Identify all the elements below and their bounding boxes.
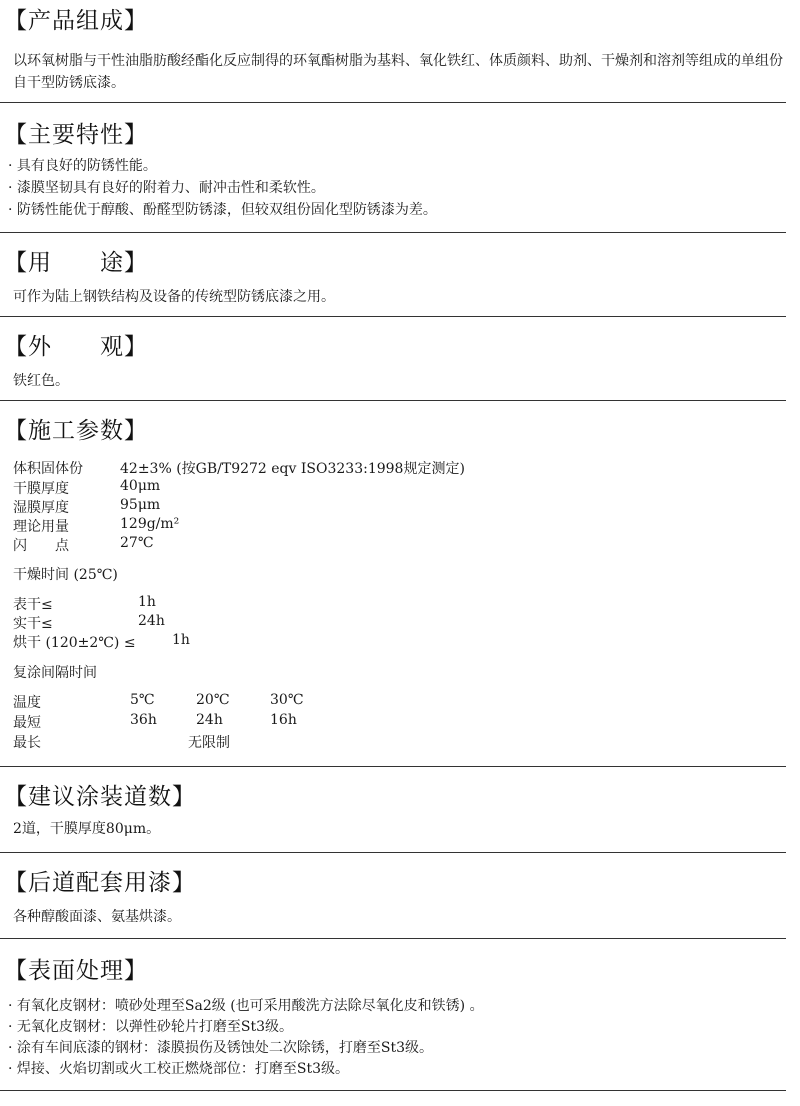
- surface-item: · 涂有车间底漆的钢材：漆膜损伤及锈蚀处二次除锈，打磨至St3级。: [8, 1040, 434, 1056]
- dry-label: 表干≤: [13, 597, 53, 613]
- surface-item: · 焊接、火焰切割或火工校正燃烧部位：打磨至St3级。: [8, 1061, 350, 1077]
- recoat-header-label: 温度: [13, 695, 41, 711]
- feature-item: · 漆膜坚韧具有良好的附着力、耐冲击性和柔软性。: [8, 180, 325, 196]
- surface-item: · 有氧化皮钢材：喷砂处理至Sa2级 (也可采用酸洗方法除尽氧化皮和铁锈) 。: [8, 998, 484, 1014]
- divider: [0, 400, 786, 401]
- param-label: 理论用量: [13, 519, 69, 535]
- coats-text: 2道，干膜厚度80μm。: [13, 821, 161, 837]
- divider: [0, 938, 786, 939]
- heading-surface: 【表面处理】: [4, 958, 148, 984]
- heading-coats: 【建议涂装道数】: [4, 784, 196, 810]
- heading-composition: 【产品组成】: [4, 8, 148, 34]
- dry-value: 1h: [172, 632, 190, 648]
- usage-text: 可作为陆上钢铁结构及设备的传统型防锈底漆之用。: [13, 289, 335, 305]
- param-value: 40μm: [120, 478, 161, 494]
- surface-item: · 无氧化皮钢材：以弹性砂轮片打磨至St3级。: [8, 1019, 294, 1035]
- topcoat-text: 各种醇酸面漆、氨基烘漆。: [13, 909, 181, 925]
- param-value: 42±3% (按GB/T9272 eqv ISO3233:1998规定测定): [120, 461, 465, 477]
- heading-parameters: 【施工参数】: [4, 418, 148, 444]
- param-label: 湿膜厚度: [13, 500, 69, 516]
- recoat-max-label: 最长: [13, 735, 41, 751]
- recoat-min-value: 24h: [196, 712, 223, 728]
- heading-appearance: 【外 观】: [4, 334, 148, 360]
- dry-label: 烘干 (120±2℃) ≤: [13, 635, 136, 651]
- appearance-text: 铁红色。: [13, 373, 69, 389]
- dry-label: 实干≤: [13, 616, 53, 632]
- divider: [0, 232, 786, 233]
- drying-time-title: 干燥时间 (25℃): [13, 567, 118, 583]
- recoat-interval-title: 复涂间隔时间: [13, 665, 97, 681]
- recoat-min-value: 36h: [130, 712, 157, 728]
- dry-value: 24h: [138, 613, 165, 629]
- divider: [0, 852, 786, 853]
- divider: [0, 102, 786, 103]
- feature-item: · 防锈性能优于醇酸、酚醛型防锈漆，但较双组份固化型防锈漆为差。: [8, 202, 437, 218]
- recoat-temp: 5℃: [130, 692, 155, 708]
- param-label: 干膜厚度: [13, 481, 69, 497]
- heading-topcoat: 【后道配套用漆】: [4, 870, 196, 896]
- feature-item: · 具有良好的防锈性能。: [8, 158, 157, 174]
- recoat-max-value: 无限制: [188, 735, 230, 751]
- param-value: 129g/m²: [120, 516, 180, 532]
- divider: [0, 766, 786, 767]
- param-label: 闪 点: [13, 538, 69, 554]
- heading-features: 【主要特性】: [4, 122, 148, 148]
- divider: [0, 316, 786, 317]
- recoat-min-label: 最短: [13, 715, 41, 731]
- recoat-temp: 30℃: [270, 692, 304, 708]
- param-label: 体积固体份: [13, 461, 83, 477]
- recoat-min-value: 16h: [270, 712, 297, 728]
- recoat-temp: 20℃: [196, 692, 230, 708]
- composition-text: 以环氧树脂与干性油脂肪酸经酯化反应制得的环氧酯树脂为基料、氧化铁红、体质颜料、助剂、干燥剂和溶剂等组成的单组份自干型防锈底漆。: [13, 53, 783, 91]
- heading-usage: 【用 途】: [4, 250, 148, 276]
- dry-value: 1h: [138, 594, 156, 610]
- param-value: 95μm: [120, 497, 161, 513]
- divider: [0, 1090, 786, 1091]
- param-value: 27℃: [120, 535, 154, 551]
